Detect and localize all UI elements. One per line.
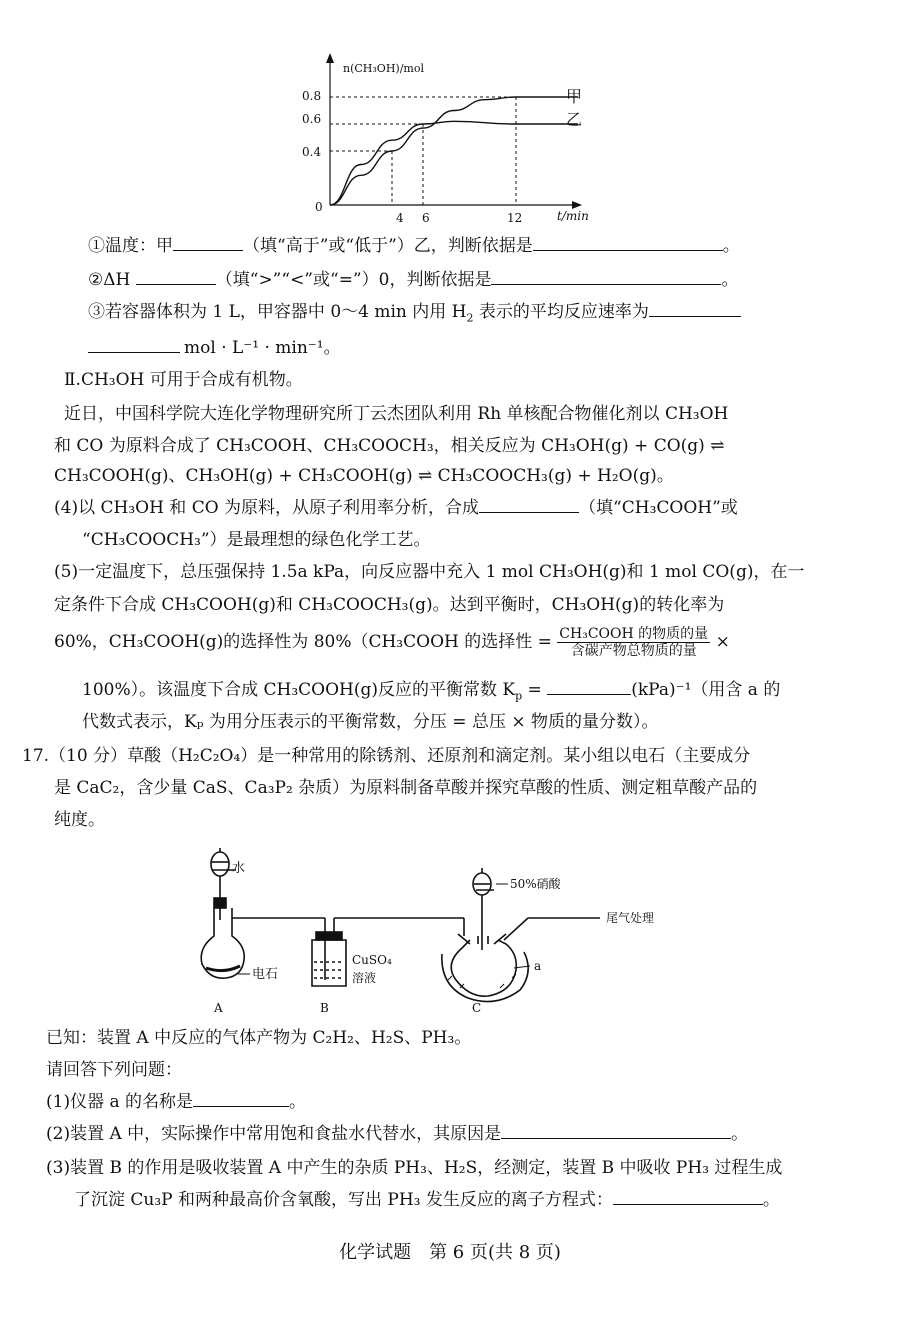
q2-prefix: ②ΔH: [88, 270, 131, 290]
selectivity-fraction: [557, 626, 710, 659]
s3-end: 。: [762, 1190, 780, 1210]
series-label-yi: 乙: [566, 110, 583, 129]
q1-end: 。: [722, 236, 740, 256]
q1-middle: （填“高于”或“低于”）乙，判断依据是: [243, 236, 533, 256]
q3-suffix: 表示的平均反应速率为: [473, 302, 649, 322]
q1-prefix: ①温度：甲: [88, 236, 173, 256]
apparatus-a: [201, 848, 325, 978]
line-chart: [0, 0, 900, 230]
x-tick-6: 6: [422, 211, 430, 225]
q4-suffix: （填“CH₃COOH”或: [579, 498, 738, 518]
q5-times: ×: [715, 632, 730, 652]
label-water: 水: [232, 861, 246, 876]
series-line-yi: [330, 121, 578, 205]
answer-blank-q2b[interactable]: [491, 268, 721, 285]
apparatus-b: [312, 918, 464, 986]
q2-end: 。: [721, 270, 739, 290]
question-5-line-4: [82, 678, 780, 702]
q3-end: 。: [323, 338, 341, 358]
question-1-line: [88, 234, 740, 258]
answer-blank-q1b[interactable]: [533, 234, 723, 251]
answer-blank-q5[interactable]: [547, 678, 631, 695]
question-4-line-1: [54, 496, 738, 520]
sub-question-1: [46, 1090, 306, 1114]
x-tick-12: 12: [507, 211, 523, 225]
q2-middle: （填“>”“<”或“=”）0，判断依据是: [215, 270, 492, 290]
origin-label: 0: [315, 200, 323, 214]
question-3-line: [88, 300, 741, 324]
paragraph-line-2: 和 CO 为原料合成了 CH₃COOH、CH₃COOCH₃，相关反应为 CH₃OH(g) + CO(g) ⇌: [54, 436, 725, 456]
label-a: a: [534, 959, 542, 973]
x-tick-4: 4: [396, 211, 404, 225]
s2-end: 。: [731, 1124, 749, 1144]
series-label-jia: 甲: [566, 87, 583, 106]
section-2-heading: Ⅱ.CH₃OH 可用于合成有机物。: [64, 370, 303, 390]
q3-unit: mol · L⁻¹ · min⁻¹: [184, 338, 324, 358]
x-axis-label: t/min: [557, 209, 589, 223]
y-axis-arrow: [326, 53, 334, 63]
question-5-line-1: (5)一定温度下，总压强保持 1.5a kPa，向反应器中充入 1 mol CH₃OH(g)和 1 mol CO(g)，在一: [54, 562, 805, 582]
fraction-numerator: CH₃COOH 的物质的量: [559, 626, 709, 642]
s2-prefix: (2)装置 A 中，实际操作中常用饱和食盐水代替水，其原因是: [46, 1124, 502, 1144]
sub-question-3-line-2: [74, 1188, 780, 1212]
q3-prefix: ③若容器体积为 1 L，甲容器中 0～4 min 内用 H: [88, 302, 467, 322]
question-17-line-3: 纯度。: [54, 810, 105, 830]
q3-subscript: 2: [466, 311, 474, 325]
label-nitric-acid: 50%硝酸: [510, 877, 561, 891]
question-17-line-1: 17.（10 分）草酸（H₂C₂O₄）是一种常用的除锈剂、还原剂和滴定剂。某小组以电石（主要成分: [22, 746, 751, 766]
q5-kp-unit: (kPa)⁻¹（用含 a 的: [631, 680, 781, 700]
question-5-line-3: [54, 622, 730, 662]
label-A: A: [214, 1001, 223, 1015]
s1-prefix: (1)仪器 a 的名称是: [46, 1092, 194, 1112]
question-17-line-2: 是 CaC₂，含少量 CaS、Ca₃P₂ 杂质）为原料制备草酸并探究草酸的性质、测定粗草酸产品的: [54, 778, 758, 798]
answer-blank-q4[interactable]: [479, 496, 579, 513]
answer-blank-q2a[interactable]: [136, 268, 216, 285]
q5-kp-subscript: p: [515, 689, 523, 703]
paragraph-line-1: 近日，中国科学院大连化学物理研究所丁云杰团队利用 Rh 单核配合物催化剂以 CH₃OH: [64, 404, 729, 424]
paragraph-line-3: CH₃COOH(g)、CH₃OH(g) + CH₃COOH(g) ⇌ CH₃COOCH₃(g) + H₂O(g)。: [54, 466, 674, 486]
y-tick-0.8: 0.8: [302, 89, 322, 103]
y-tick-0.4: 0.4: [302, 145, 322, 159]
y-axis-label: n(CH₃OH)/mol: [343, 62, 424, 75]
label-B: B: [320, 1001, 329, 1015]
sub-question-2: [46, 1122, 748, 1146]
q5-equals: =: [522, 680, 542, 700]
question-5-line-5: 代数式表示，Kₚ 为用分压表示的平衡常数，分压 = 总压 × 物质的量分数）。: [82, 712, 659, 732]
answer-blank-s3[interactable]: [613, 1188, 763, 1205]
label-cuso4: CuSO₄: [352, 953, 392, 967]
s3-prefix: 了沉淀 Cu₃P 和两种最高价含氧酸，写出 PH₃ 发生反应的离子方程式：: [74, 1190, 613, 1210]
question-4-line-2: “CH₃COOCH₃”）是最理想的绿色化学工艺。: [82, 530, 431, 550]
question-2-line: [88, 268, 738, 292]
answer-blank-s1[interactable]: [193, 1090, 289, 1107]
answer-blank-s2[interactable]: [501, 1122, 731, 1139]
question-3b-line: [88, 336, 341, 360]
ask-text: 请回答下列问题：: [46, 1060, 182, 1080]
page-footer: 化学试题 第 6 页(共 8 页): [339, 1242, 561, 1263]
label-solution: 溶液: [352, 971, 377, 985]
x-axis-arrow: [572, 201, 582, 209]
answer-blank-q3a[interactable]: [649, 300, 741, 317]
q5-kp-text: 100%）。该温度下合成 CH₃COOH(g)反应的平衡常数 K: [82, 680, 516, 700]
question-5-line-2: 定条件下合成 CH₃COOH(g)和 CH₃COOCH₃(g)。达到平衡时，CH₃OH(g)的转化率为: [54, 595, 725, 615]
s1-end: 。: [289, 1092, 307, 1112]
sub-question-3-line-1: (3)装置 B 的作用是吸收装置 A 中产生的杂质 PH₃、H₂S，经测定，装置 B 中吸收 PH₃ 过程生成: [46, 1158, 783, 1178]
label-carbide: 电石: [252, 967, 279, 982]
known-text: 已知：装置 A 中反应的气体产物为 C₂H₂、H₂S、PH₃。: [46, 1028, 472, 1048]
q5-selectivity-text: 60%，CH₃COOH(g)的选择性为 80%（CH₃COOH 的选择性 =: [54, 632, 552, 652]
answer-blank-q1a[interactable]: [173, 234, 243, 251]
label-C: C: [472, 1001, 482, 1015]
apparatus-diagram: [0, 840, 900, 1040]
q4-prefix: (4)以 CH₃OH 和 CO 为原料，从原子利用率分析，合成: [54, 498, 480, 518]
label-tail-gas: 尾气处理: [606, 911, 655, 925]
y-tick-0.6: 0.6: [302, 112, 322, 126]
fraction-denominator: 含碳产物总物质的量: [570, 643, 697, 659]
answer-blank-q3b[interactable]: [88, 336, 180, 353]
